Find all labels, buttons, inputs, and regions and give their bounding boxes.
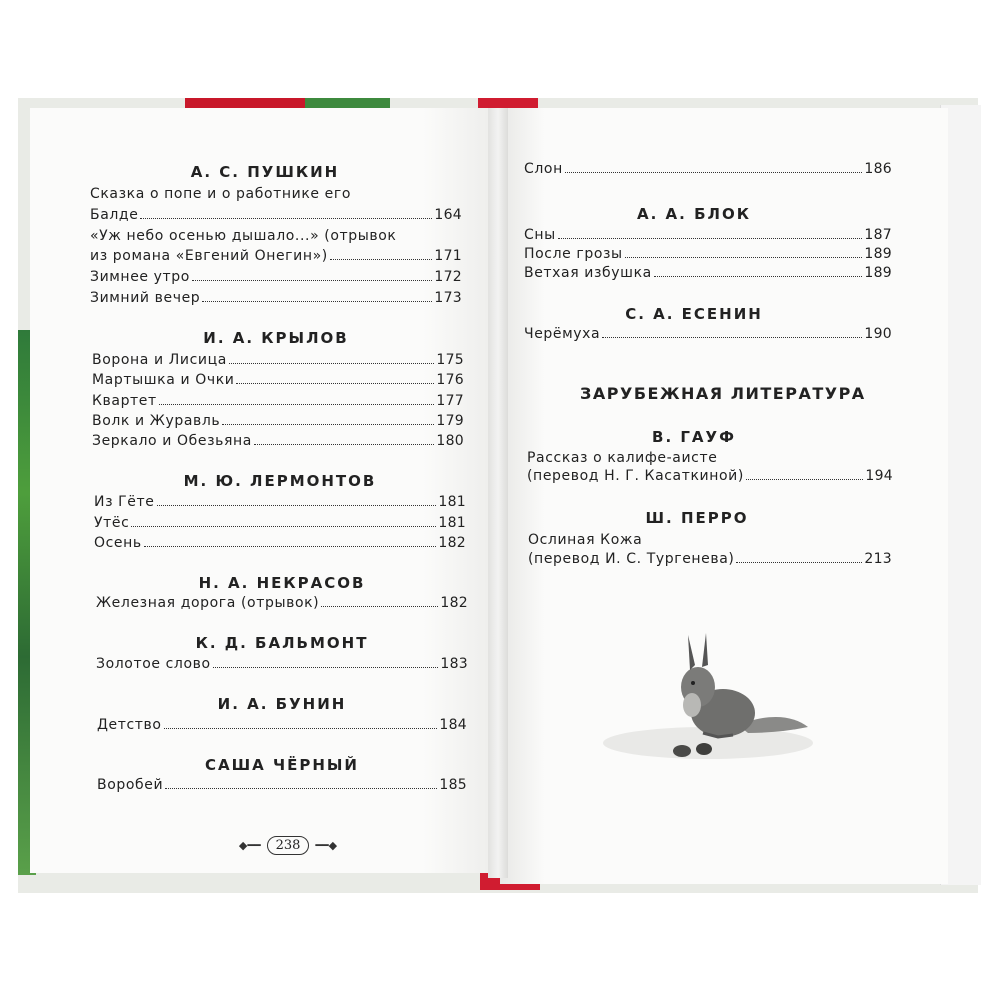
dot-leader: [165, 788, 437, 789]
book-gutter: [488, 108, 508, 878]
entry-title: Осень: [94, 535, 142, 551]
entry-page: 186: [864, 161, 892, 177]
dot-leader: [746, 479, 863, 480]
entry-page: 189: [864, 246, 892, 262]
section-title: ЗАРУБЕЖНАЯ ЛИТЕРАТУРА: [580, 384, 866, 403]
dot-leader: [254, 444, 434, 445]
author-heading: В. ГАУФ: [652, 428, 736, 446]
toc-entry: [92, 393, 464, 409]
entry-page: 171: [434, 248, 462, 264]
author-heading: САША ЧЁРНЫЙ: [205, 756, 359, 774]
dot-leader: [159, 404, 435, 405]
author-heading: А. А. БЛОК: [637, 205, 751, 223]
page-number: 238: [267, 836, 310, 855]
entry-title: Слон: [524, 161, 563, 177]
entry-page: 177: [436, 393, 464, 409]
toc-entry: [90, 207, 462, 223]
dot-leader: [654, 276, 863, 277]
entry-page: 181: [438, 494, 466, 510]
toc-entry: [94, 515, 466, 531]
dot-leader: [131, 526, 436, 527]
toc-entry: [92, 372, 464, 388]
toc-entry: [524, 227, 892, 243]
toc-entry: [528, 551, 892, 567]
ornament-left-icon: ◆━━: [238, 838, 261, 852]
dot-leader: [222, 424, 434, 425]
author-heading: М. Ю. ЛЕРМОНТОВ: [183, 472, 377, 490]
entry-title: Квартет: [92, 393, 157, 409]
author-heading: И. А. БУНИН: [217, 695, 347, 713]
toc-entry: [92, 433, 464, 449]
entry-page: 180: [436, 433, 464, 449]
dot-leader: [229, 363, 434, 364]
entry-title: (перевод И. С. Тургенева): [528, 551, 735, 567]
entry-title: Ворона и Лисица: [92, 352, 227, 368]
entry-title: Зимний вечер: [90, 290, 201, 306]
entry-title: Зимнее утро: [90, 269, 190, 285]
dot-leader: [625, 257, 863, 258]
toc-entry: [96, 656, 468, 672]
entry-page: 175: [436, 352, 464, 368]
entry-title: Утёс: [94, 515, 130, 531]
entry-line: Рассказ о калифе-аисте: [527, 450, 718, 466]
toc-entry: [524, 326, 892, 342]
entry-page: 194: [865, 468, 893, 484]
entry-title: Детство: [97, 717, 162, 733]
entry-page: 190: [864, 326, 892, 342]
dot-leader: [321, 606, 438, 607]
dot-leader: [736, 562, 862, 563]
author-heading: А. С. ПУШКИН: [190, 163, 340, 181]
toc-entry: [90, 269, 462, 285]
entry-page: 185: [439, 777, 467, 793]
entry-title: из романа «Евгений Онегин»): [90, 248, 328, 264]
toc-entry: [94, 535, 466, 551]
toc-entry: [524, 161, 892, 177]
toc-entry: [94, 494, 466, 510]
entry-title: Черёмуха: [524, 326, 601, 342]
toc-entry: [96, 595, 468, 611]
entry-page: 176: [436, 372, 464, 388]
page-number-ornament: [228, 832, 348, 858]
entry-title: Балде: [90, 207, 139, 223]
entry-page: 182: [440, 595, 468, 611]
right-page: [500, 108, 948, 884]
entry-title: Сны: [524, 227, 556, 243]
dot-leader: [164, 728, 438, 729]
entry-line: «Уж небо осенью дышало...» (отрывок: [90, 228, 397, 244]
entry-page: 172: [434, 269, 462, 285]
entry-title: Золотое слово: [96, 656, 211, 672]
entry-title: Мартышка и Очки: [92, 372, 235, 388]
entry-page: 189: [864, 265, 892, 281]
dot-leader: [213, 667, 439, 668]
toc-entry: [92, 413, 464, 429]
entry-page: 187: [864, 227, 892, 243]
entry-page: 181: [438, 515, 466, 531]
toc-entry: [97, 717, 467, 733]
toc-entry: [524, 246, 892, 262]
entry-page: 182: [438, 535, 466, 551]
toc-entry: [524, 265, 892, 281]
entry-title: (перевод Н. Г. Касаткиной): [527, 468, 744, 484]
toc-entry: [97, 777, 467, 793]
author-heading: И. А. КРЫЛОВ: [203, 329, 349, 347]
entry-title: После грозы: [524, 246, 623, 262]
ornament-right-icon: ━━◆: [315, 838, 338, 852]
dot-leader: [140, 218, 432, 219]
entry-page: 184: [439, 717, 467, 733]
author-heading: К. Д. БАЛЬМОНТ: [195, 634, 369, 652]
dot-leader: [236, 383, 434, 384]
entry-title: Волк и Журавль: [92, 413, 221, 429]
squirrel-illustration: [598, 615, 828, 765]
dot-leader: [565, 172, 863, 173]
entry-page: 213: [864, 551, 892, 567]
toc-entry: [527, 468, 893, 484]
dot-leader: [192, 280, 432, 281]
dot-leader: [144, 546, 437, 547]
toc-entry: [92, 352, 464, 368]
entry-title: Из Гёте: [94, 494, 155, 510]
author-heading: Ш. ПЕРРО: [645, 509, 749, 527]
author-heading: Н. А. НЕКРАСОВ: [198, 574, 366, 592]
entry-page: 183: [440, 656, 468, 672]
toc-entry: [90, 290, 462, 306]
dot-leader: [157, 505, 437, 506]
entry-title: Зеркало и Обезьяна: [92, 433, 252, 449]
entry-page: 164: [434, 207, 462, 223]
entry-page: 173: [434, 290, 462, 306]
entry-title: Ветхая избушка: [524, 265, 652, 281]
entry-page: 179: [436, 413, 464, 429]
dot-leader: [558, 238, 863, 239]
entry-line: Сказка о попе и о работнике его: [90, 186, 351, 202]
entry-title: Железная дорога (отрывок): [96, 595, 320, 611]
dot-leader: [202, 301, 432, 302]
dot-leader: [330, 259, 433, 260]
toc-entry: [90, 248, 462, 264]
author-heading: С. А. ЕСЕНИН: [625, 305, 763, 323]
entry-title: Воробей: [97, 777, 164, 793]
entry-line: Ослиная Кожа: [528, 532, 643, 548]
dot-leader: [602, 337, 862, 338]
